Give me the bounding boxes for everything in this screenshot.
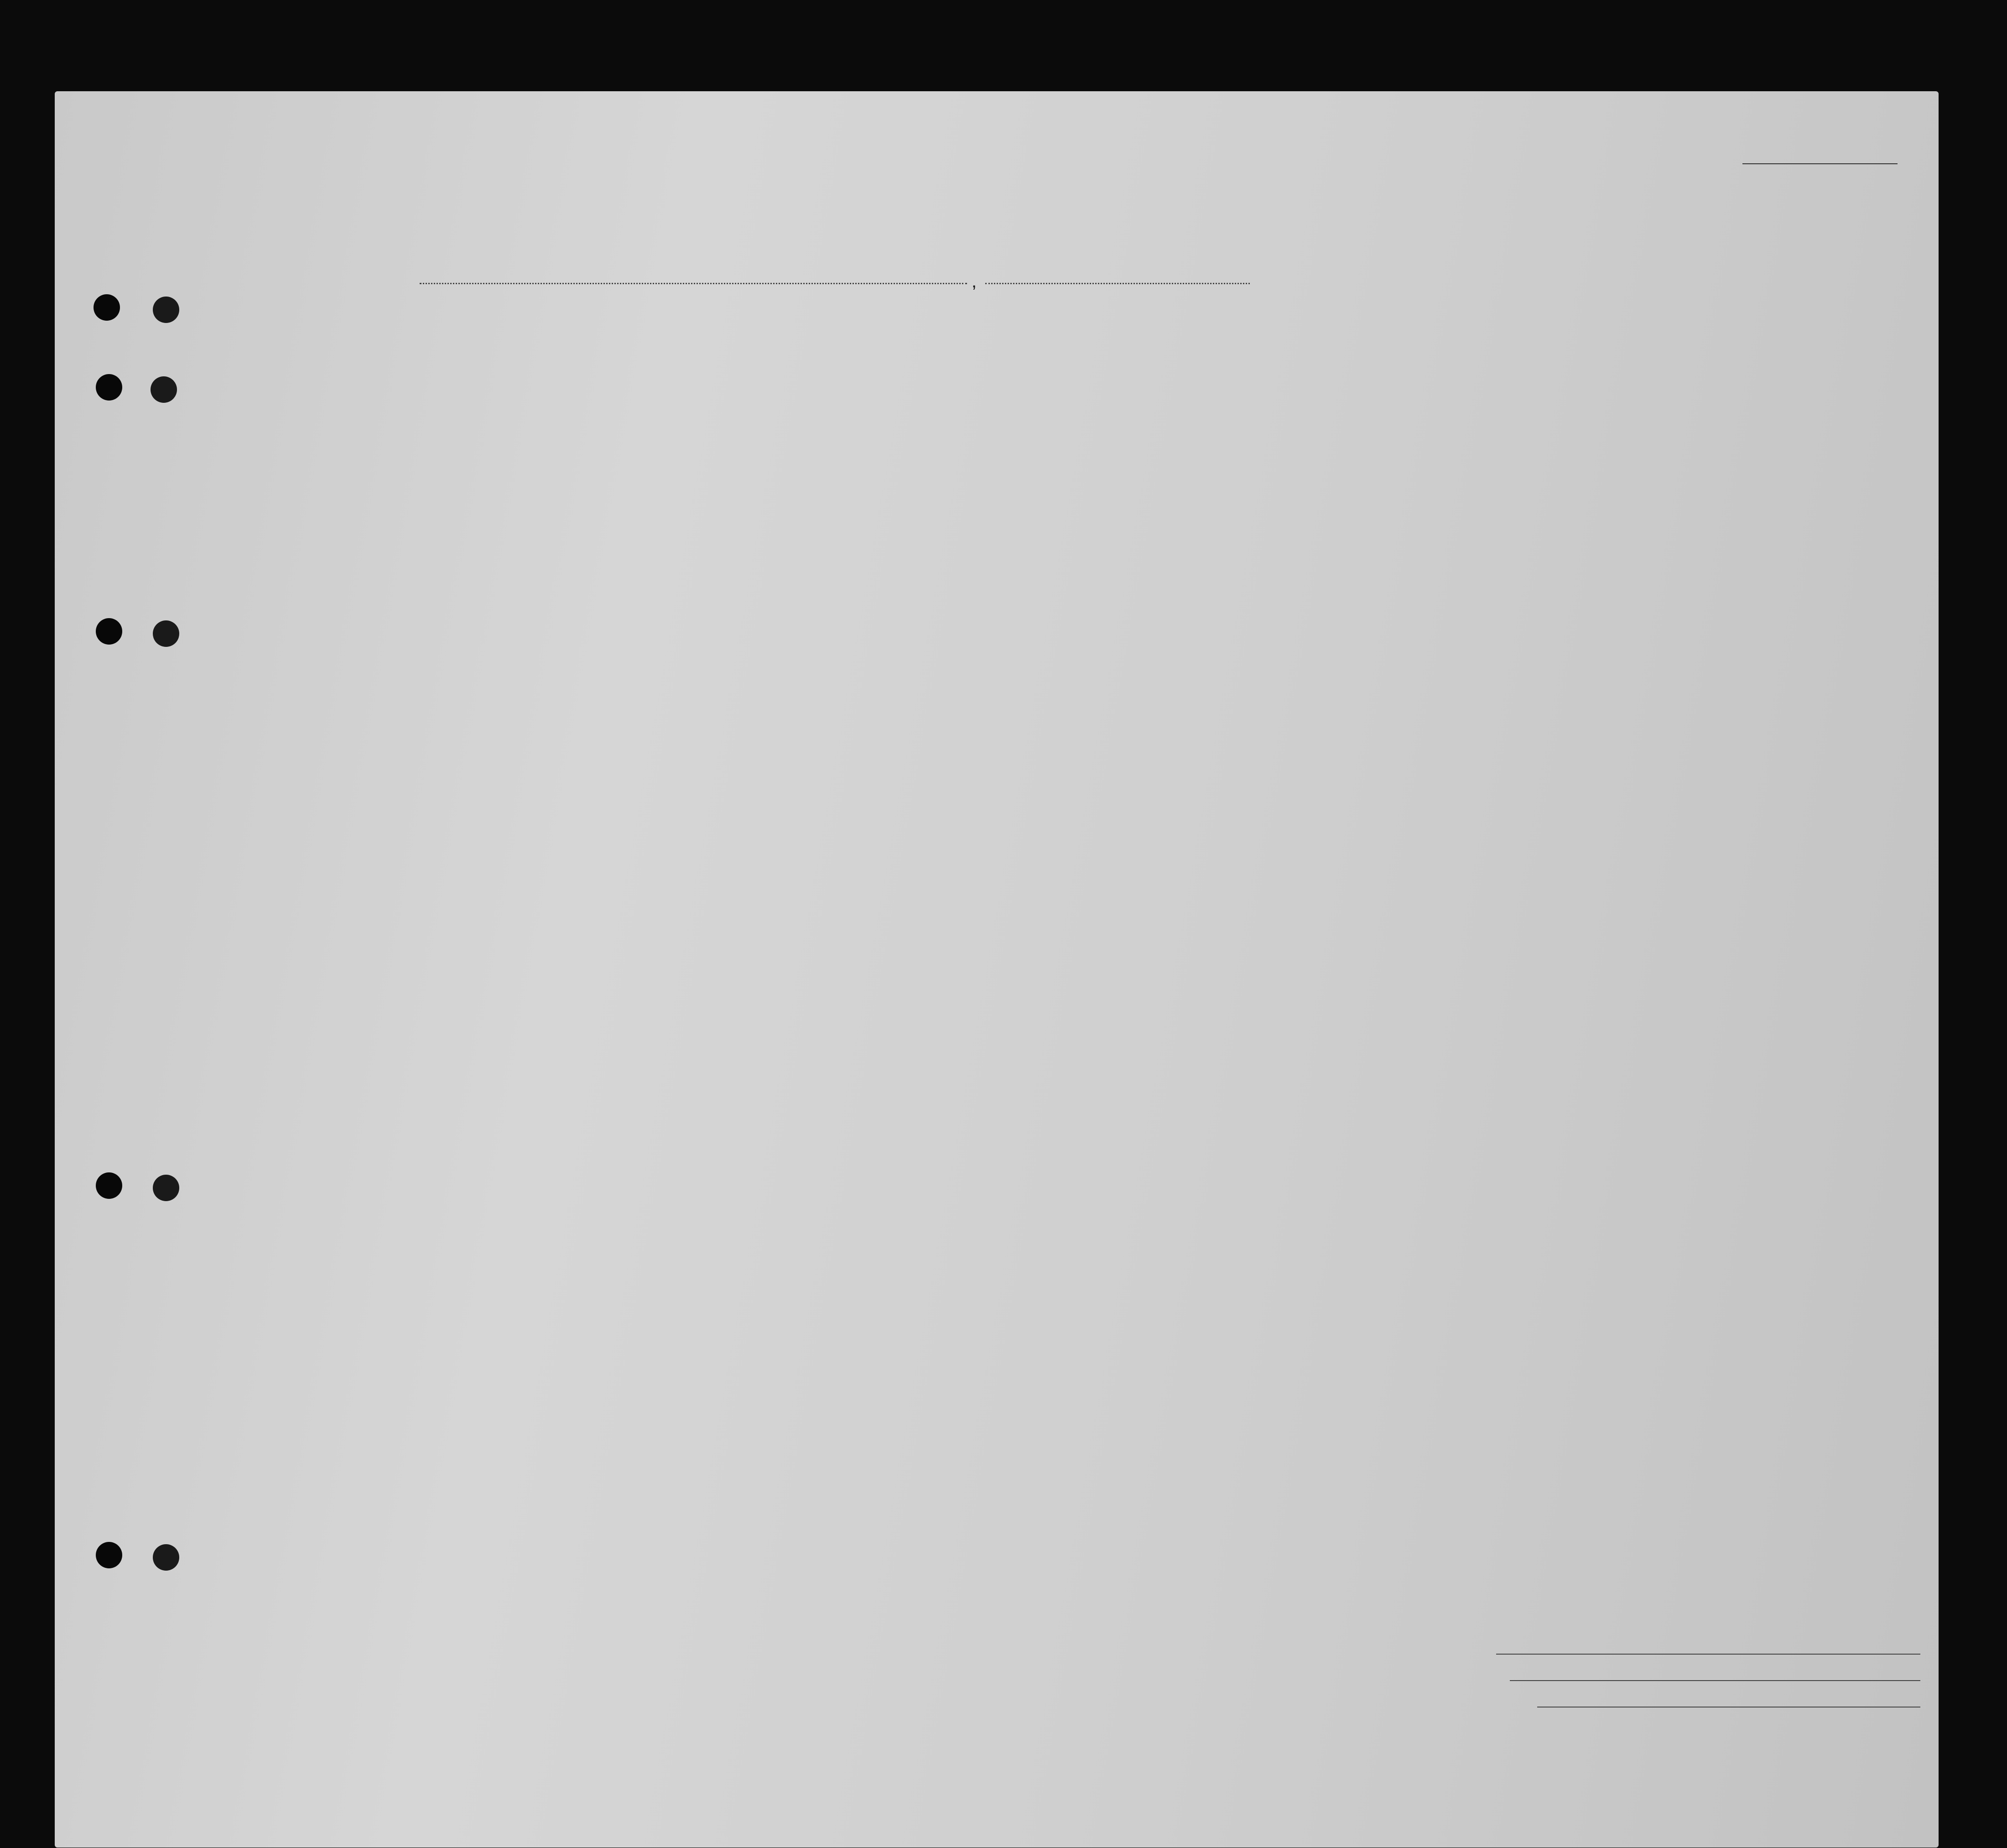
comma: , — [972, 271, 977, 292]
binder-hole — [153, 1175, 179, 1201]
binder-hole — [96, 1172, 122, 1199]
line-underline — [1496, 1654, 1920, 1655]
binder-hole — [94, 294, 120, 321]
binder-hole — [153, 297, 179, 323]
binder-hole — [96, 1542, 122, 1568]
owners-underline — [1510, 1680, 1920, 1681]
binder-hole — [96, 374, 122, 401]
binder-hole — [153, 620, 179, 647]
binder-hole — [151, 376, 177, 403]
table-grid — [55, 91, 1939, 1848]
binder-hole — [153, 1544, 179, 1571]
manifest-sheet — [55, 91, 1939, 1848]
binder-hole — [96, 618, 122, 645]
